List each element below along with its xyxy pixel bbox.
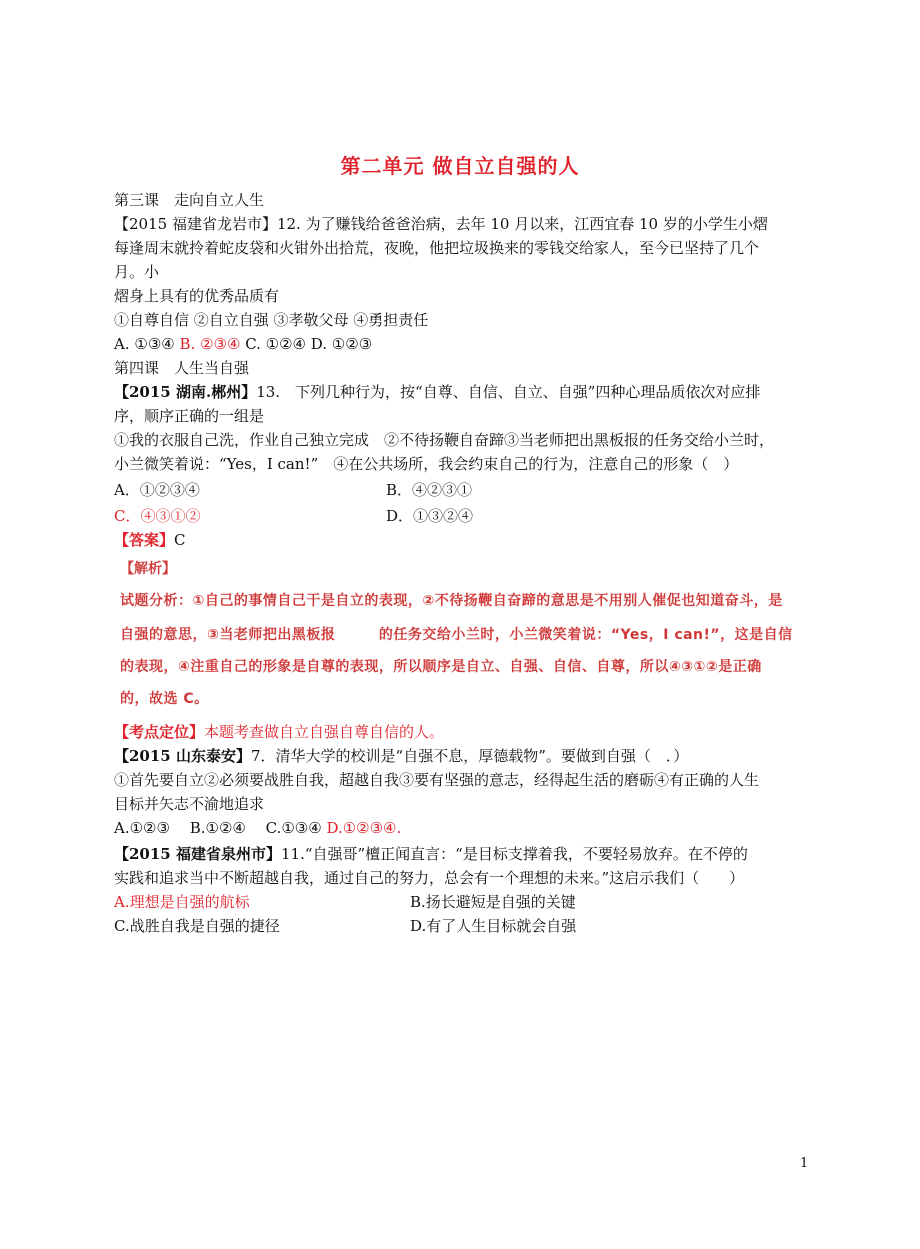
kaodian-text: 本题考查做自立自强自尊自信的人。 [204,723,445,741]
q4-options-row1 [114,890,814,914]
q3-source-tag: 【2015 山东泰安】 [114,747,251,765]
q4-option-b: B.扬长避短是自强的关键 [410,893,576,911]
q2-line2: 序，顺序正确的一组是 [114,407,265,425]
analysis-line1: 试题分析：①自己的事情自己干是自立的表现，②不待扬鞭自奋蹄的意思是不用别人催促也知道奋斗，是 [120,593,783,609]
q1-option-b: B. ②③④ [179,335,241,353]
analysis-line3: 的表现，④注重自己的形象是自尊的表现，所以顺序是自立、自强、自信、自尊，所以④③①②是正确 [120,659,762,675]
q4-option-c: C.战胜自我是自强的捷径 [114,917,280,935]
lesson4-heading: 第四课 人生当自强 [114,359,250,377]
answer-label: 【答案】 [114,531,175,549]
q1-option-a: A. ①③④ [114,335,175,353]
page-number: 1 [800,1156,809,1171]
q3-stem: 7．清华大学的校训是“自强不息，厚德载物”。要做到自强（ ．） [250,747,689,765]
q3-line1 [114,744,688,768]
q3-line3: 目标并矢志不渝地追求 [114,795,265,813]
q4-source-tag: 【2015 福建省泉州市】 [114,845,281,863]
q2-stem: 13. 下列几种行为，按“自尊、自信、自立、自强”四种心理品质依次对应排 [256,383,761,401]
q1-options [114,332,372,356]
q1-line5: ①自尊自信 ②自立自强 ③孝敬父母 ④勇担责任 [114,311,429,329]
q3-line2: ①首先要自立②必须要战胜自我，超越自我③要有坚强的意志，经得起生活的磨砺④有正确的人生 [114,771,760,789]
q2-line4: 小兰微笑着说：“Yes，I can!” ④在公共场所，我会约束自己的行为，注意自己的形象（ ） [114,455,739,473]
q2-options-row2 [114,504,814,528]
q4-options-row2 [114,914,814,938]
analysis-line2: 自强的意思，③当老师把出黑板报 的任务交给小兰时，小兰微笑着说：“Yes，I can!”，这是自信 [120,627,793,643]
page-title: 第二单元 做自立自强的人 [340,154,580,178]
q1-option-cd: C. ①②④ D. ①②③ [245,335,373,353]
analysis-label: 【解析】 [120,561,176,577]
q2-options-row1 [114,478,814,502]
q2-option-b: B．④②③① [386,481,473,499]
q4-line1 [114,842,748,866]
lesson3-heading: 第三课 走向自立人生 [114,191,265,209]
q2-answer [114,528,186,552]
q1-line3: 月。小 [114,263,160,281]
q3-option-d: D.①②③④. [326,819,402,837]
kaodian-label: 【考点定位】 [114,723,205,741]
q2-option-c: C．④③①② [114,507,201,525]
q1-line2: 每逢周末就拎着蛇皮袋和火钳外出拾荒，夜晚，他把垃圾换来的零钱交给家人，至今已坚持了几个 [114,239,760,257]
q3-options [114,816,401,840]
q3-option-abc: A.①②③ B.①②④ C.①③④ [114,819,322,837]
q2-source-tag: 【2015 湖南.郴州】 [114,383,257,401]
q2-option-a: A．①②③④ [114,481,200,499]
q2-kaodian [114,720,444,744]
q4-option-a: A.理想是自强的航标 [114,893,250,911]
q1-line4: 熠身上具有的优秀品质有 [114,287,280,305]
q1-line1: 【2015 福建省龙岩市】12. 为了赚钱给爸爸治病，去年 10 月以来，江西宜春 10 岁的小学生小熠 [114,215,768,233]
q2-line1 [114,380,760,404]
analysis-line4: 的，故选 C。 [120,691,209,707]
q4-line2: 实践和追求当中不断超越自我，通过自己的努力，总会有一个理想的未来。”这启示我们（ ） [114,869,745,887]
q4-option-d: D.有了人生目标就会自强 [410,917,577,935]
q2-option-d: D．①③②④ [386,507,474,525]
q4-stem: 11.“自强哥”檀正闻直言：“是目标支撑着我，不要轻易放弃。在不停的 [280,845,748,863]
q2-line3: ①我的衣服自己洗，作业自己独立完成 ②不待扬鞭自奋蹄③当老师把出黑板报的任务交给小兰时， [114,431,775,449]
answer-value: C [174,531,186,549]
